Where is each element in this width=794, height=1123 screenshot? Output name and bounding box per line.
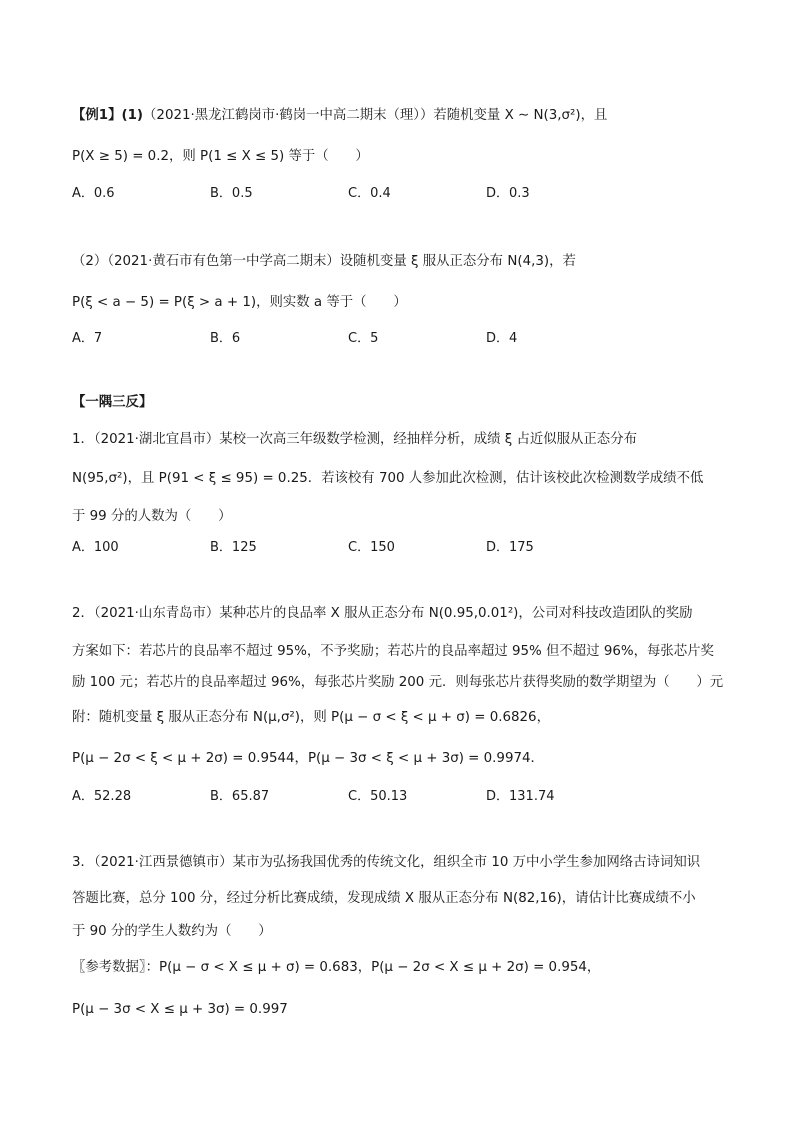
q1-line1: 1．（2021·湖北宜昌市）某校一次高三年级数学检测，经抽样分析，成绩 ξ 占近似服从正态分布 <box>72 432 637 447</box>
example1-line1 <box>72 106 734 126</box>
q3-line1: 3．（2021·江西景德镇市）某市为弘扬我国优秀的传统文化，组织全市 10 万中小学生参加网络古诗词知识 <box>72 855 701 870</box>
option-a: A．0.6 <box>72 186 115 201</box>
example1-part2-line2: P(ξ < a − 5) = P(ξ > a + 1)，则实数 a 等于（ ） <box>72 295 407 310</box>
option-c: C．0.4 <box>348 186 391 201</box>
section-title: 【一隅三反】 <box>72 395 153 410</box>
option-b: B．125 <box>210 540 257 555</box>
option-d: D．0.3 <box>486 186 530 201</box>
option-b: B．6 <box>210 331 241 346</box>
example1-line2: P(X ≥ 5) = 0.2，则 P(1 ≤ X ≤ 5) 等于（ ） <box>72 149 369 164</box>
q2-line4: 附：随机变量 ξ 服从正态分布 N(μ,σ²)，则 P(μ − σ < ξ < μ + σ) = 0.6826， <box>72 710 550 725</box>
q3-line2: 答题比赛，总分 100 分，经过分析比赛成绩，发现成绩 X 服从正态分布 N(82,16)，请估计比赛成绩不小 <box>72 891 696 906</box>
option-d: D．131.74 <box>486 789 555 804</box>
q2-line2: 方案如下：若芯片的良品率不超过 95%，不予奖励；若芯片的良品率超过 95% 但不超过 96%，每张芯片奖 <box>72 644 714 659</box>
q3-line4: 〖参考数据〗：P(μ − σ < X ≤ μ + σ) = 0.683，P(μ − 2σ < X ≤ μ + 2σ) = 0.954， <box>72 960 601 975</box>
option-c: C．5 <box>348 331 379 346</box>
option-c: C．150 <box>348 540 395 555</box>
option-b: B．65.87 <box>210 789 270 804</box>
example1-heading: 【例1】(1) <box>72 108 144 123</box>
q1-line3: 于 99 分的人数为（ ） <box>72 509 232 524</box>
option-b: B．0.5 <box>210 186 253 201</box>
q2-line5: P(μ − 2σ < ξ < μ + 2σ) = 0.9544，P(μ − 3σ < ξ < μ + 3σ) = 0.9974． <box>72 751 544 766</box>
option-c: C．50.13 <box>348 789 408 804</box>
q1-line2: N(95,σ²)，且 P(91 < ξ ≤ 95) = 0.25．若该校有 700 人参加此次检测，估计该校此次检测数学成绩不低 <box>72 471 704 486</box>
q2-line3: 励 100 元；若芯片的良品率超过 96%，每张芯片奖励 200 元．则每张芯片获得奖励的数学期望为（ ）元 <box>72 675 724 690</box>
option-d: D．175 <box>486 540 534 555</box>
option-d: D．4 <box>486 331 518 346</box>
q3-line3: 于 90 分的学生人数约为（ ） <box>72 924 272 939</box>
option-a: A．52.28 <box>72 789 132 804</box>
q2-line1: 2．（2021·山东青岛市）某种芯片的良品率 X 服从正态分布 N(0.95,0.01²)，公司对科技改造团队的奖励 <box>72 606 693 621</box>
option-a: A．7 <box>72 331 103 346</box>
q3-line5: P(μ − 3σ < X ≤ μ + 3σ) = 0.997 <box>72 1002 288 1017</box>
option-a: A．100 <box>72 540 119 555</box>
example1-part2-line1: （2）（2021·黄石市有色第一中学高二期末）设随机变量 ξ 服从正态分布 N(4,3)，若 <box>72 254 576 269</box>
example1-part1-text: （2021·黑龙江鹤岗市·鹤岗一中高二期末（理））若随机变量 X ∼ N(3,σ²)，且 <box>143 108 608 123</box>
